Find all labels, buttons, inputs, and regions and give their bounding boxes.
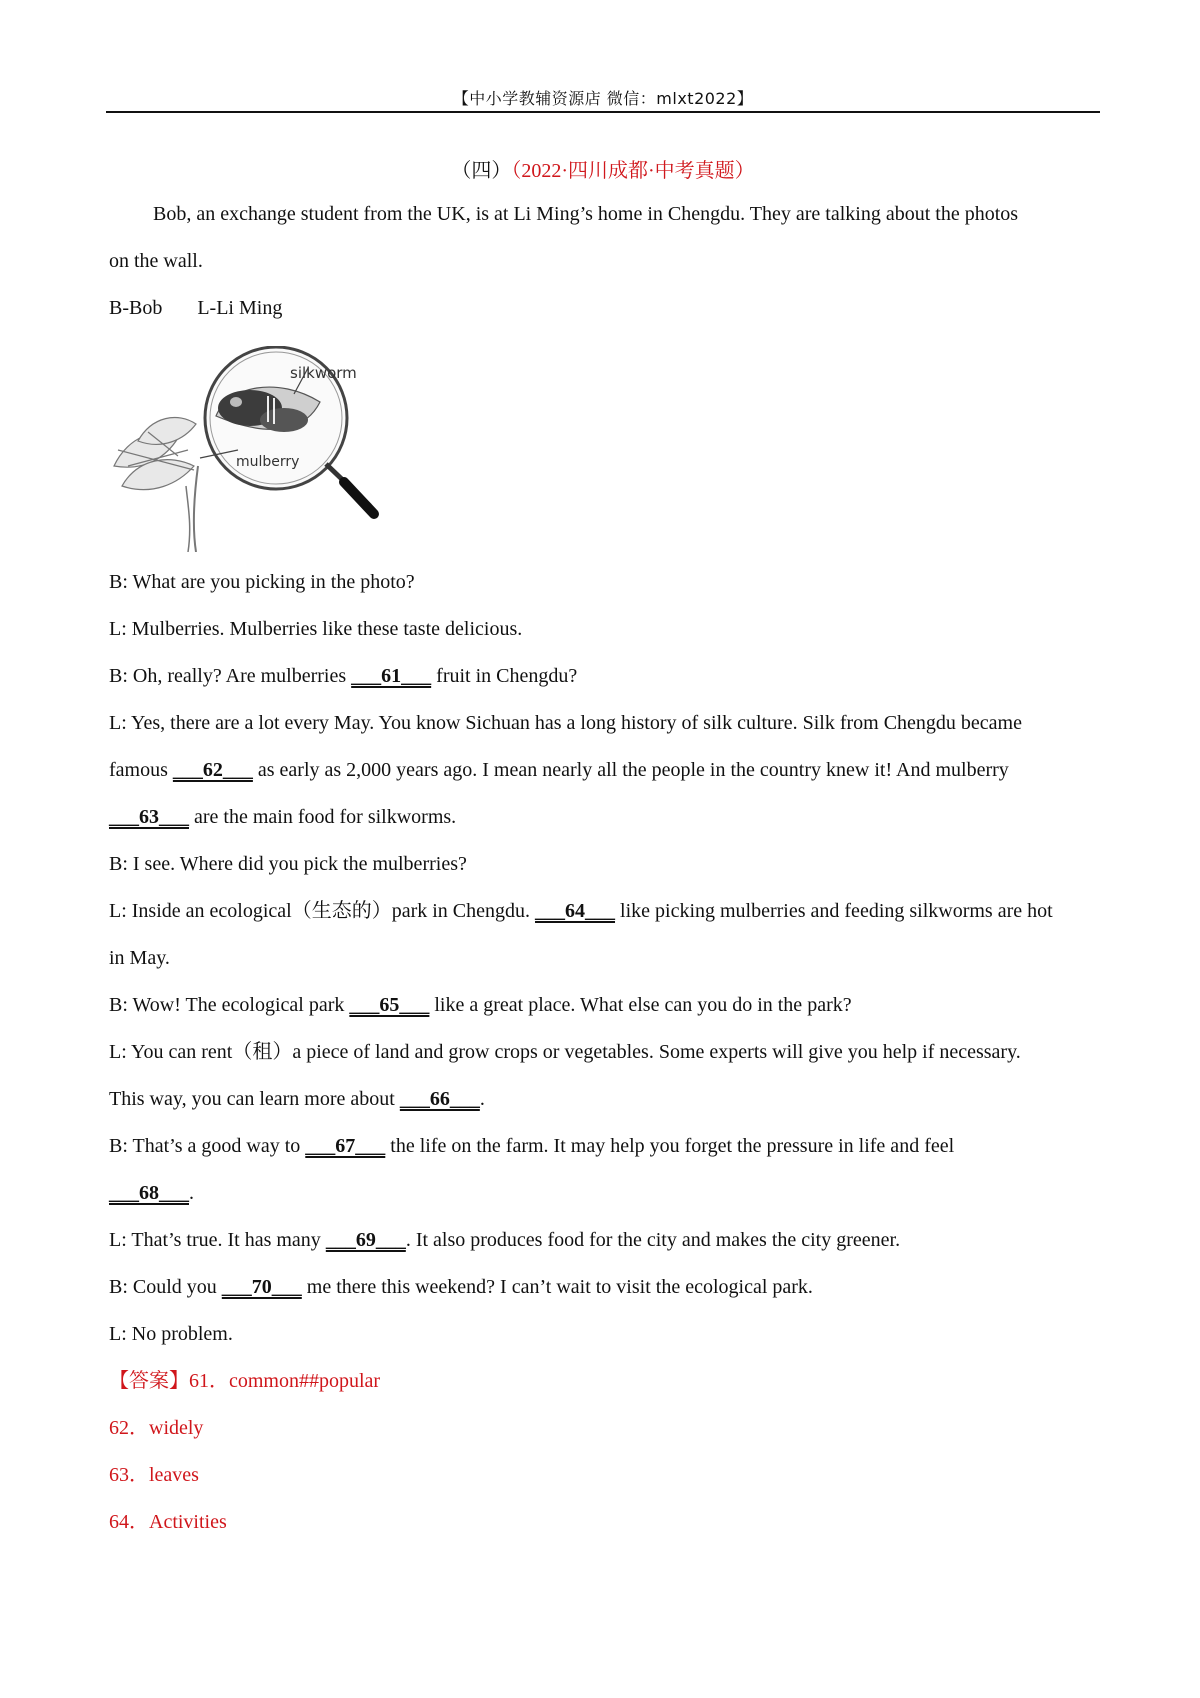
dialogue-line (109, 755, 1109, 785)
dialogue-line: L: No problem. (109, 1323, 233, 1345)
answer-64: 64．Activities (109, 1511, 227, 1533)
dialogue-line (109, 1272, 1109, 1302)
dialogue-line: L: You can rent（租）a piece of land and grow crops or vegetables. Some experts will give you help if necessary. (109, 1041, 1021, 1063)
text-segment: me there this weekend? I can’t wait to visit the ecological park. (301, 1276, 813, 1298)
blank-68: ___68___ (109, 1182, 189, 1204)
dialogue-line: B: What are you picking in the photo? (109, 571, 415, 593)
text-segment: as early as 2,000 years ago. I mean nearly all the people in the country knew it! And mulberry (252, 759, 1009, 781)
mulberry-branch-drawing (114, 417, 198, 552)
text-segment: L: That’s true. It has many (109, 1229, 326, 1251)
text-segment: . (479, 1088, 485, 1110)
dialogue-line (109, 1131, 1109, 1161)
text-segment: B: Oh, really? Are mulberries (109, 665, 352, 687)
text-segment: L: Inside an ecological（生态的）park in Chengdu. (109, 900, 536, 922)
section-title (106, 154, 1100, 183)
blank-63: ___63___ (109, 806, 189, 828)
silkworm-magnifier-illustration (108, 346, 408, 552)
text-segment: the life on the farm. It may help you forget the pressure in life and feel (385, 1135, 955, 1157)
exam-source: （2022·四川成都·中考真题） (511, 160, 755, 182)
intro-line-1: Bob, an exchange student from the UK, is at Li Ming’s home in Chengdu. They are talking about the photos (153, 203, 1019, 225)
text-segment: are the main food for silkworms. (189, 806, 457, 828)
dialogue-line: in May. (109, 947, 170, 969)
text-segment: famous (109, 759, 173, 781)
answer-63: 63．leaves (109, 1464, 199, 1486)
dialogue-line: L: Yes, there are a lot every May. You know Sichuan has a long history of silk culture. Silk from Chengdu became (109, 712, 1022, 734)
dialogue-line (109, 802, 1109, 832)
role-legend: B-Bob L-Li Ming (109, 297, 283, 319)
blank-64: ___64___ (535, 900, 616, 922)
answer-61: 【答案】61．common##popular (109, 1370, 381, 1392)
blank-69: ___69___ (325, 1229, 406, 1251)
text-segment: like picking mulberries and feeding silkworms are hot (615, 900, 1053, 922)
dialogue-line: L: Mulberries. Mulberries like these taste delicious. (109, 618, 523, 640)
dialogue-line (109, 1084, 1109, 1114)
section-number: （四） (451, 160, 512, 182)
blank-61: ___61___ (351, 665, 432, 687)
blank-66: ___66___ (399, 1088, 480, 1110)
dialogue-line (109, 990, 1109, 1020)
text-segment: B: That’s a good way to (109, 1135, 306, 1157)
header-divider (106, 111, 1100, 113)
blank-70: ___70___ (221, 1276, 302, 1298)
dialogue-line (109, 1225, 1109, 1255)
blank-67: ___67___ (305, 1135, 386, 1157)
text-segment: This way, you can learn more about (109, 1088, 400, 1110)
text-segment: like a great place. What else can you do in the park? (429, 994, 852, 1016)
text-segment: fruit in Chengdu? (431, 665, 578, 687)
mulberry-label: mulberry (236, 454, 300, 470)
page-header: 【中小学教辅资源店 微信：mlxt2022】 (452, 89, 754, 108)
dialogue-line (109, 661, 1109, 691)
text-segment: B: Could you (109, 1276, 222, 1298)
text-segment: . It also produces food for the city and makes the city greener. (405, 1229, 901, 1251)
dialogue-line: B: I see. Where did you pick the mulberries? (109, 853, 467, 875)
answer-62: 62．widely (109, 1417, 204, 1439)
text-segment: B: Wow! The ecological park (109, 994, 350, 1016)
blank-62: ___62___ (172, 759, 253, 781)
intro-line-2: on the wall. (109, 250, 203, 272)
text-segment: . (189, 1182, 194, 1204)
silkworm-label: silkworm (290, 364, 357, 382)
dialogue-line (109, 896, 1109, 926)
dialogue-line (109, 1178, 1109, 1208)
blank-65: ___65___ (349, 994, 430, 1016)
